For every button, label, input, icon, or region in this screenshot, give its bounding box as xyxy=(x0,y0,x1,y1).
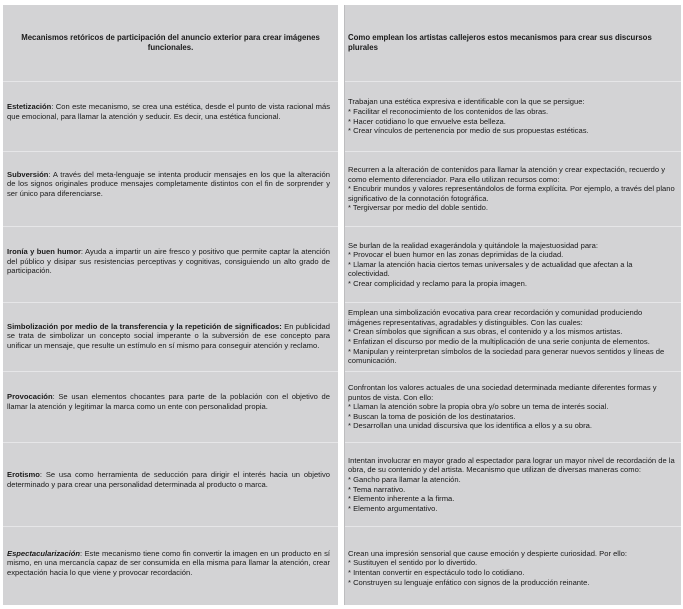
usage-line: * Crean símbolos que significan a sus obras, el contenido y a los mismos artistas. xyxy=(348,327,623,337)
mechanism-term: Ironía y buen humor xyxy=(7,247,81,257)
usage-line: * Intentan convertir en espectáculo todo lo cotidiano. xyxy=(348,568,525,577)
usage-line: * Elemento inherente a la firma. xyxy=(348,494,455,504)
mechanism-definition: : A través del meta-lenguaje se intenta producir mensajes en los que la alteración de los signos originales produce mensajes completamente distintos con el fin de sorprender y ser único para diferenciarse. xyxy=(7,169,330,198)
usage-line: * Manipulan y reinterpretan símbolos de la sociedad para generar nuevos sentidos y líneas de comunicación. xyxy=(348,346,665,366)
mechanism-definition: : Este mecanismo tiene como fin convertir la imagen en un producto en sí mismo, en una mercancía capaz de ser consumida en ella misma para llamar la atención, crear expectación hacia lo que viene y provocar recordación. xyxy=(7,548,330,577)
mechanism-cell xyxy=(3,303,338,372)
usage-line: * Enfatizan el discurso por medio de la multiplicación de una serie conjunta de elementos. xyxy=(348,337,650,346)
mechanism-cell xyxy=(3,372,338,443)
usage-cell xyxy=(345,372,681,443)
mechanism-term: Simbolización por medio de la transferencia y la repetición de significados: xyxy=(7,321,282,331)
usage-cell xyxy=(345,82,681,152)
usage-line: Intentan involucrar en mayor grado al espectador para lograr un mayor nivel de recordación de la obra, de su contenido y del artista. Mecanismo que utilizan de diversas maneras como: xyxy=(348,455,675,475)
usage-line: * Sustituyen el sentido por lo divertido. xyxy=(348,558,478,568)
usage-line: Confrontan los valores actuales de una sociedad determinada mediante diferentes formas y puntos de vista. Con ello: xyxy=(348,383,657,402)
mechanism-cell xyxy=(3,82,338,152)
usage-line: * Buscan la toma de posición de los destinatarios. xyxy=(348,411,516,421)
mechanism-definition: : Ayuda a impartir un aire fresco y positivo que permite captar la atención del público y disipar sus resistencias perceptivas y cognitivas, consiguiendo un alto grado de participación. xyxy=(7,247,330,276)
mechanism-term: Erotismo xyxy=(7,469,40,479)
usage-line: Se burlan de la realidad exagerándola y quitándole la majestuosidad para: xyxy=(348,240,598,250)
usage-line: * Gancho para llamar la atención. xyxy=(348,474,461,484)
usage-cell xyxy=(345,443,681,527)
mechanism-cell xyxy=(3,152,338,227)
artists-usage-column xyxy=(344,5,681,605)
mechanism-term: Provocación xyxy=(7,392,53,402)
usage-cell xyxy=(345,227,681,303)
right-header-text: Como emplean los artistas callejeros estos mecanismos para crear sus discursos plurales xyxy=(348,33,652,52)
mechanisms-column xyxy=(3,5,338,605)
usage-line: * Llaman la atención sobre la propia obra y/o sobre un tema de interés social. xyxy=(348,402,609,412)
usage-line: * Elemento argumentativo. xyxy=(348,503,438,513)
mechanism-definition: En publicidad se trata de simbolizar un concepto social imperante o la subversión de ese concepto para unificar un mensaje, que resulte un estímulo en sí mismo para conseguir atención y reclamo. xyxy=(7,321,330,350)
mechanism-cell xyxy=(3,443,338,527)
usage-line: Crean una impresión sensorial que cause emoción y despierte curiosidad. Por ello: xyxy=(348,548,628,558)
usage-line: * Tema narrativo. xyxy=(348,484,406,494)
mechanism-term: Subversión xyxy=(7,169,49,179)
usage-line: Recurren a la alteración de contenidos para llamar la atención y crear expectación, recuerdo y como elemento diferenciador. Para ello utilizan recursos como: xyxy=(348,165,666,184)
usage-line: * Provocar el buen humor en las zonas deprimidas de la ciudad. xyxy=(348,250,564,260)
mechanism-definition: : Se usa como herramienta de seducción para dirigir el interés hacia un objetivo determinado y para crear una personalidad determinada al producto o marca. xyxy=(7,469,330,489)
mechanism-cell xyxy=(3,227,338,303)
usage-cell xyxy=(345,527,681,609)
mechanism-definition: : Se usan elementos chocantes para parte de la población con el objetivo de llamar la atención y legitimar la marca como un ente con personalidad propia. xyxy=(7,392,330,411)
usage-line: * Llamar la atención hacia ciertos temas universales y de actualidad que afectan a la colectividad. xyxy=(348,259,633,279)
usage-line: * Desarrollan una unidad discursiva que los identifica a ellos y a su obra. xyxy=(348,421,592,431)
usage-line: * Construyen su lenguaje enfático con signos de la producción reinante. xyxy=(348,577,590,587)
left-header-text: Mecanismos retóricos de participación del anuncio exterior para crear imágenes funcionales. xyxy=(21,33,320,52)
mechanism-term: Estetización xyxy=(7,101,52,111)
usage-line: * Facilitar el reconocimiento de los contenidos de las obras. xyxy=(348,106,549,116)
mechanism-term: Espectacularización xyxy=(7,548,81,558)
left-header-cell xyxy=(3,5,338,82)
usage-line: * Tergiversar por medio del doble sentido. xyxy=(348,203,489,213)
usage-cell xyxy=(345,303,681,372)
right-header-cell xyxy=(345,5,681,82)
usage-line: * Encubrir mundos y valores representándolos de forma explícita. Por ejemplo, a través del plano significativo de la connotación fotográfica. xyxy=(348,184,675,203)
mechanism-cell xyxy=(3,527,338,609)
usage-line: Emplean una simbolización evocativa para crear recordación y comunidad produciendo imágenes representativas, agradables y distinguibles. Con las cuales: xyxy=(348,308,643,327)
mechanism-definition: : Con este mecanismo, se crea una estética, desde el punto de vista racional más que emocional, para llamar la atención y seducir. Es decir, una estética funcional. xyxy=(7,101,330,121)
usage-line: * Crear complicidad y reclamo para la propia imagen. xyxy=(348,278,527,288)
usage-line: * Crear vínculos de pertenencia por medio de sus propuestas estéticas. xyxy=(348,126,589,136)
usage-line: Trabajan una estética expresiva e identificable con la que se persigue: xyxy=(348,97,585,107)
usage-cell xyxy=(345,152,681,227)
usage-line: * Hacer cotidiano lo que envuelve esta belleza. xyxy=(348,116,506,126)
